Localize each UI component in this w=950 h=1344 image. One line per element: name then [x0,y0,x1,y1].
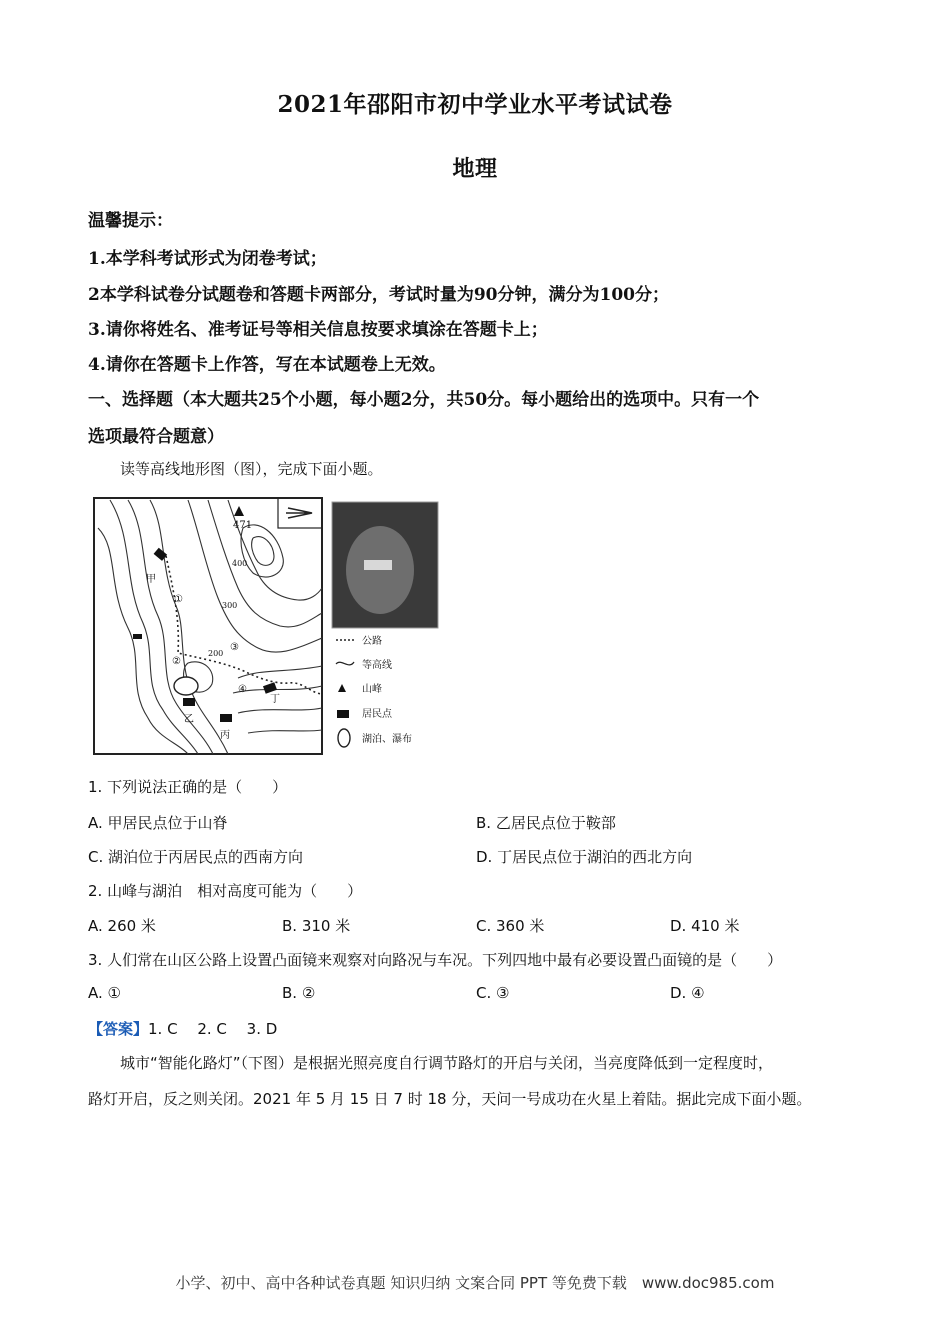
question-1-option-c[interactable]: C. 湖泊位于丙居民点的西南方向 [88,848,304,866]
label-ding: 丁 [270,694,280,705]
question-2-stem: 2. 山峰与湖泊 相对高度可能为（ ） [88,882,363,900]
question-2-option-d[interactable]: D. 410 米 [670,917,740,935]
lake-icon [174,677,198,695]
label-bing: 丙 [220,730,230,741]
waterfall-photo-highlight [364,560,392,570]
street-light-intro-line2: 路灯开启，反之则关闭。2021 年 5 月 15 日 7 时 18 分，天问一号成功在火星上着陆。据此完成下面小题。 [88,1090,812,1108]
exam-title: 2021年邵阳市初中学业水平考试试卷 [277,91,673,118]
question-1-option-a[interactable]: A. 甲居民点位于山脊 [88,814,228,832]
map-intro: 读等高线地形图（图），完成下面小题。 [120,460,383,478]
map-frame [94,498,322,754]
question-2-option-c[interactable]: C. 360 米 [476,917,545,935]
legend-peak: 山峰 [362,684,382,695]
label-jia: 甲 [146,574,156,585]
page-footer: 小学、初中、高中各种试卷真题 知识归纳 文案合同 PPT 等免费下载 www.doc985.com [175,1274,775,1292]
legend-settlement: 居民点 [362,709,392,720]
label-circle-3: ③ [230,642,239,653]
contour-map-figure [88,488,448,760]
question-3-option-d[interactable]: D. ④ [670,984,705,1002]
answer-tag: 【答案】 [88,1020,149,1038]
answer-line [88,1018,277,1039]
question-1-option-b[interactable]: B. 乙居民点位于鞍部 [476,814,616,832]
legend-lake-waterfall: 湖泊、瀑布 [362,734,412,745]
legend-road: 公路 [362,636,382,647]
contour-label-400: 400 [232,559,248,568]
label-circle-4: ④ [238,684,247,695]
section-heading-line1: 一、选择题（本大题共25个小题，每小题2分，共50分。每小题给出的选项中。只有一个 [88,390,760,410]
legend-contour: 等高线 [362,660,392,671]
question-2-option-a[interactable]: A. 260 米 [88,917,156,935]
question-1-stem: 1. 下列说法正确的是（ ） [88,778,288,796]
notice-item-2: 2本学科试卷分试题卷和答题卡两部分，考试时量为90分钟，满分为100分； [88,285,669,305]
settlement-misc-icon [133,634,142,639]
street-light-intro-line1: 城市“智能化路灯”（下图）是根据光照亮度自行调节路灯的开启与关闭，当亮度降低到一定程度时， [120,1054,774,1072]
settlement-yi-icon [183,698,195,706]
question-1-option-d[interactable]: D. 丁居民点位于湖泊的西北方向 [476,848,693,866]
question-3-stem: 3. 人们常在山区公路上设置凸面镜来观察对向路况与车况。下列四地中最有必要设置凸面镜的是（ ） [88,951,783,969]
notice-item-4: 4.请你在答题卡上作答，写在本试题卷上无效。 [88,355,446,375]
subject-title: 地理 [452,156,498,182]
contour-label-200: 200 [208,649,224,658]
settlement-bing-icon [220,714,232,722]
question-3-option-b[interactable]: B. ② [282,984,316,1002]
question-3-option-c[interactable]: C. ③ [476,984,510,1002]
notice-item-1: 1.本学科考试形式为闭卷考试； [88,249,327,269]
section-heading-line2: 选项最符合题意） [88,427,224,447]
notice-item-3: 3.请你将姓名、准考证号等相关信息按要求填涂在答题卡上； [88,320,548,340]
label-circle-2: ② [172,656,181,667]
label-yi: 乙 [184,714,194,725]
contour-label-300: 300 [222,601,238,610]
label-circle-1: ① [174,594,183,605]
question-3-option-a[interactable]: A. ① [88,984,121,1002]
answer-text: 1. C 2. C 3. D [148,1020,278,1038]
map-legend [336,634,412,747]
peak-height-label: 471 [233,520,253,531]
notice-heading: 温馨提示： [88,211,173,231]
question-2-option-b[interactable]: B. 310 米 [282,917,351,935]
